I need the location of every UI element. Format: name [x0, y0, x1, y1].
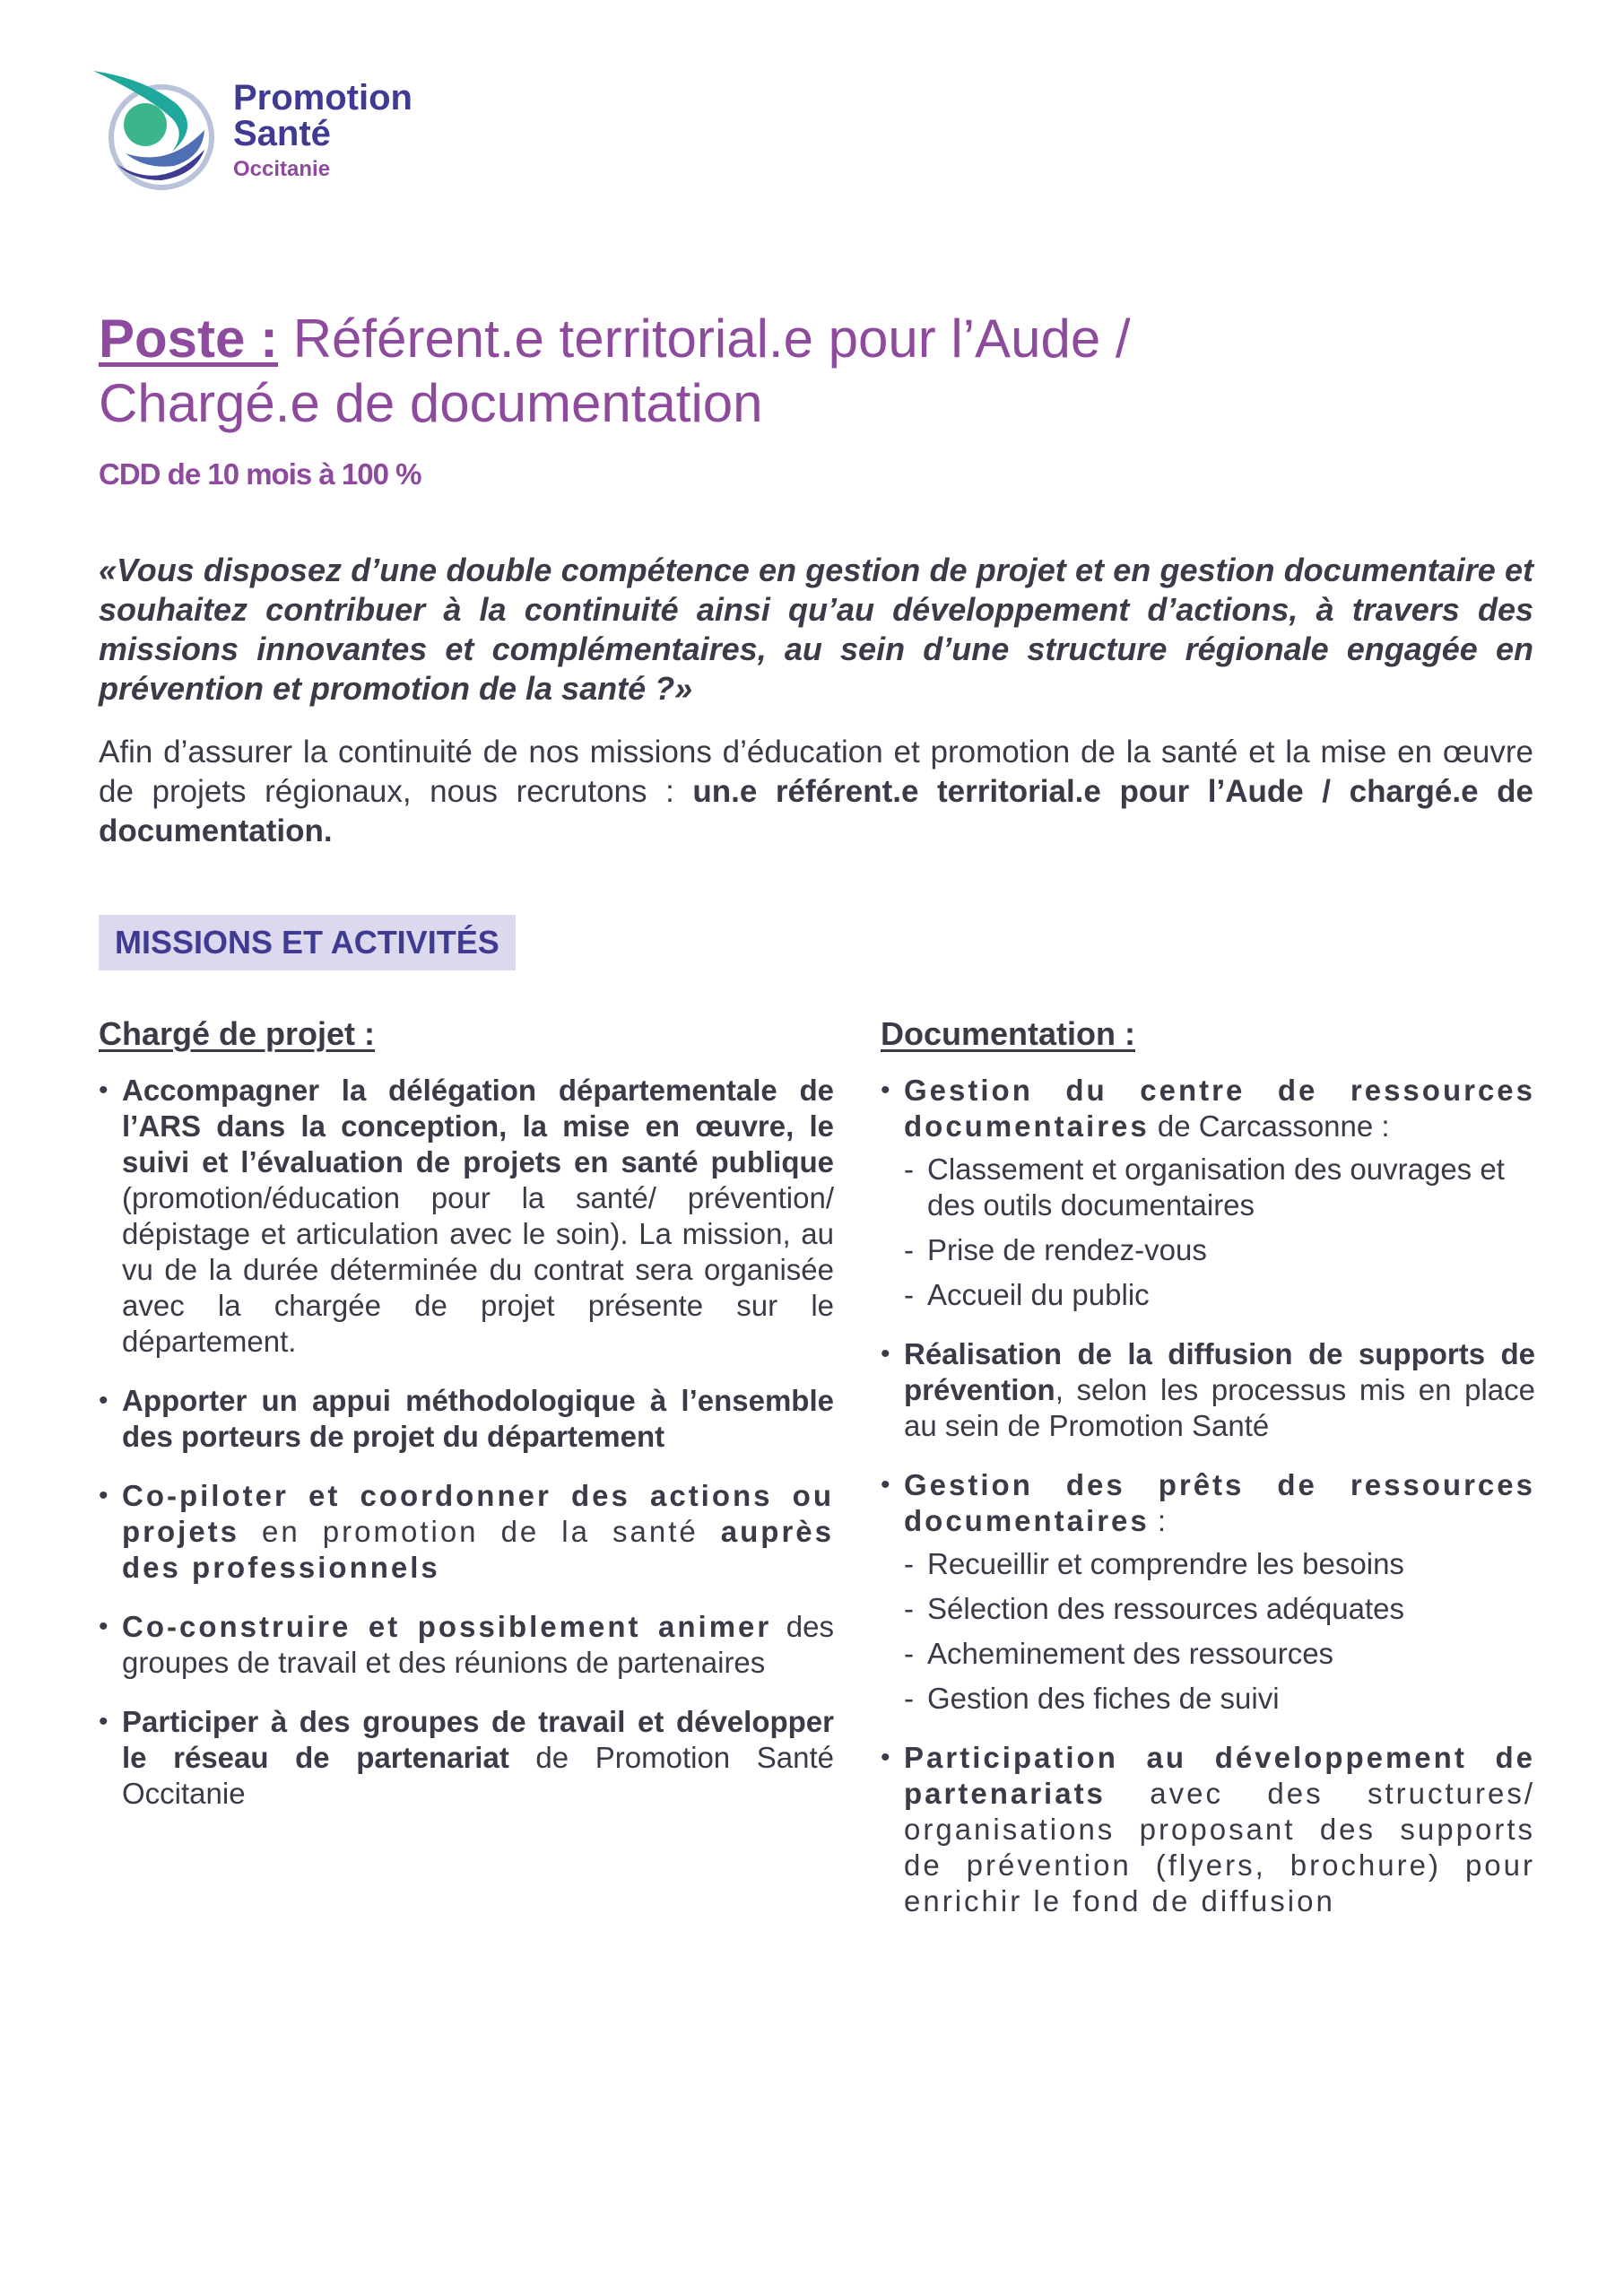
- list-item: [881, 1467, 1535, 1717]
- list-item: [99, 1609, 834, 1681]
- promotion-sante-logo-icon: [90, 67, 224, 193]
- sub-item: - Prise de rendez-vous: [904, 1232, 1535, 1268]
- intro-bold: un.e référent.e territorial.e pour l’Aude / chargé.e de documentation.: [99, 774, 1533, 848]
- intro-quote: «Vous disposez d’une double compétence en gestion de projet et en gestion documentaire et souhaitez contribuer à la continuité ainsi qu’au développement d’actions, à travers des missions innovantes et complémentaires, au sein d’une structure régionale engagée en prévention et promotion de la santé ?»: [99, 552, 1533, 707]
- item-bold-2: auprès des professionnels: [122, 1515, 834, 1584]
- sub-item: - Gestion des fiches de suivi: [904, 1681, 1535, 1717]
- list-item: [99, 1383, 834, 1455]
- list-item: [881, 1336, 1535, 1444]
- item-text: (promotion/éducation pour la santé/ prévention/ dépistage et articulation avec le soin). La mission, au vu de la durée déterminée du contrat sera organisée avec la chargée de projet présente sur le département.: [122, 1181, 834, 1358]
- contract-type: CDD de 10 mois à 100 %: [99, 457, 421, 491]
- sub-item: - Sélection des ressources adéquates: [904, 1591, 1535, 1627]
- poste-label: Poste :: [99, 309, 279, 370]
- item-bold: Accompagner la délégation départementale de l’ARS dans la conception, la mise en œuvre, le suivi et l’évaluation de projets en santé publique: [122, 1074, 834, 1178]
- item-text: de Promotion Santé Occitanie: [122, 1741, 834, 1810]
- column-title: Documentation :: [881, 1015, 1135, 1052]
- list-item: [99, 1478, 834, 1586]
- item-bold: Gestion du centre de ressources documentaires: [904, 1074, 1535, 1143]
- sub-item: - Accueil du public: [904, 1277, 1535, 1313]
- list-item: [99, 1073, 834, 1360]
- sub-item: - Classement et organisation des ouvrages et des outils documentaires: [904, 1152, 1535, 1223]
- sub-list: [904, 1546, 1535, 1717]
- logo: [90, 63, 413, 197]
- item-text: :: [1149, 1504, 1167, 1537]
- sub-item: - Acheminement des ressources: [904, 1636, 1535, 1672]
- list-item: [881, 1740, 1535, 1919]
- list-item: [99, 1704, 834, 1812]
- logo-line-3: Occitanie: [233, 157, 331, 181]
- list-item: [881, 1073, 1535, 1313]
- item-text: , selon les processus mis en place au sein de Promotion Santé: [904, 1373, 1535, 1442]
- logo-text: [233, 80, 413, 180]
- column-charge-de-projet: [99, 1015, 834, 1835]
- documentation-list: [881, 1073, 1535, 1919]
- job-title: Référent.e territorial.e pour l’Aude / Chargé.e de documentation: [99, 309, 1131, 434]
- item-bold: Réalisation de la diffusion de supports de prévention: [904, 1337, 1535, 1406]
- item-bold: Gestion des prêts de ressources documentaires: [904, 1468, 1535, 1537]
- logo-line-1: Promotion: [233, 78, 413, 117]
- item-bold: Participer à des groupes de travail et développer le réseau de partenariat: [122, 1705, 834, 1774]
- logo-line-2: Santé: [233, 114, 331, 153]
- item-text: en promotion de la santé: [239, 1515, 721, 1548]
- item-bold: Co-piloter et coordonner des actions ou projets: [122, 1479, 834, 1548]
- item-text: des groupes de travail et des réunions de partenaires: [122, 1610, 834, 1679]
- item-bold: Participation au développement de partenariats: [904, 1741, 1535, 1810]
- item-text: de Carcassonne :: [1149, 1109, 1390, 1143]
- column-documentation: [881, 1015, 1535, 1943]
- column-title: Chargé de projet :: [99, 1015, 376, 1052]
- sub-item: - Recueillir et comprendre les besoins: [904, 1546, 1535, 1582]
- mission-list: [99, 1073, 834, 1812]
- intro-text: Afin d’assurer la continuité de nos missions d’éducation et promotion de la santé et la mise en œuvre de projets régionaux, nous recrutons :: [99, 735, 1533, 809]
- item-bold: Co-construire et possiblement animer: [122, 1610, 772, 1643]
- sub-list: [904, 1152, 1535, 1313]
- section-title-missions: MISSIONS ET ACTIVITÉS: [99, 915, 516, 970]
- intro-paragraph: [99, 733, 1533, 851]
- item-bold: Apporter un appui méthodologique à l’ensemble des porteurs de projet du département: [122, 1384, 834, 1453]
- page-title: [99, 307, 1354, 436]
- item-text: avec des structures/ organisations proposant des supports de prévention (flyers, brochure) pour enrichir le fond de diffusion: [904, 1777, 1535, 1918]
